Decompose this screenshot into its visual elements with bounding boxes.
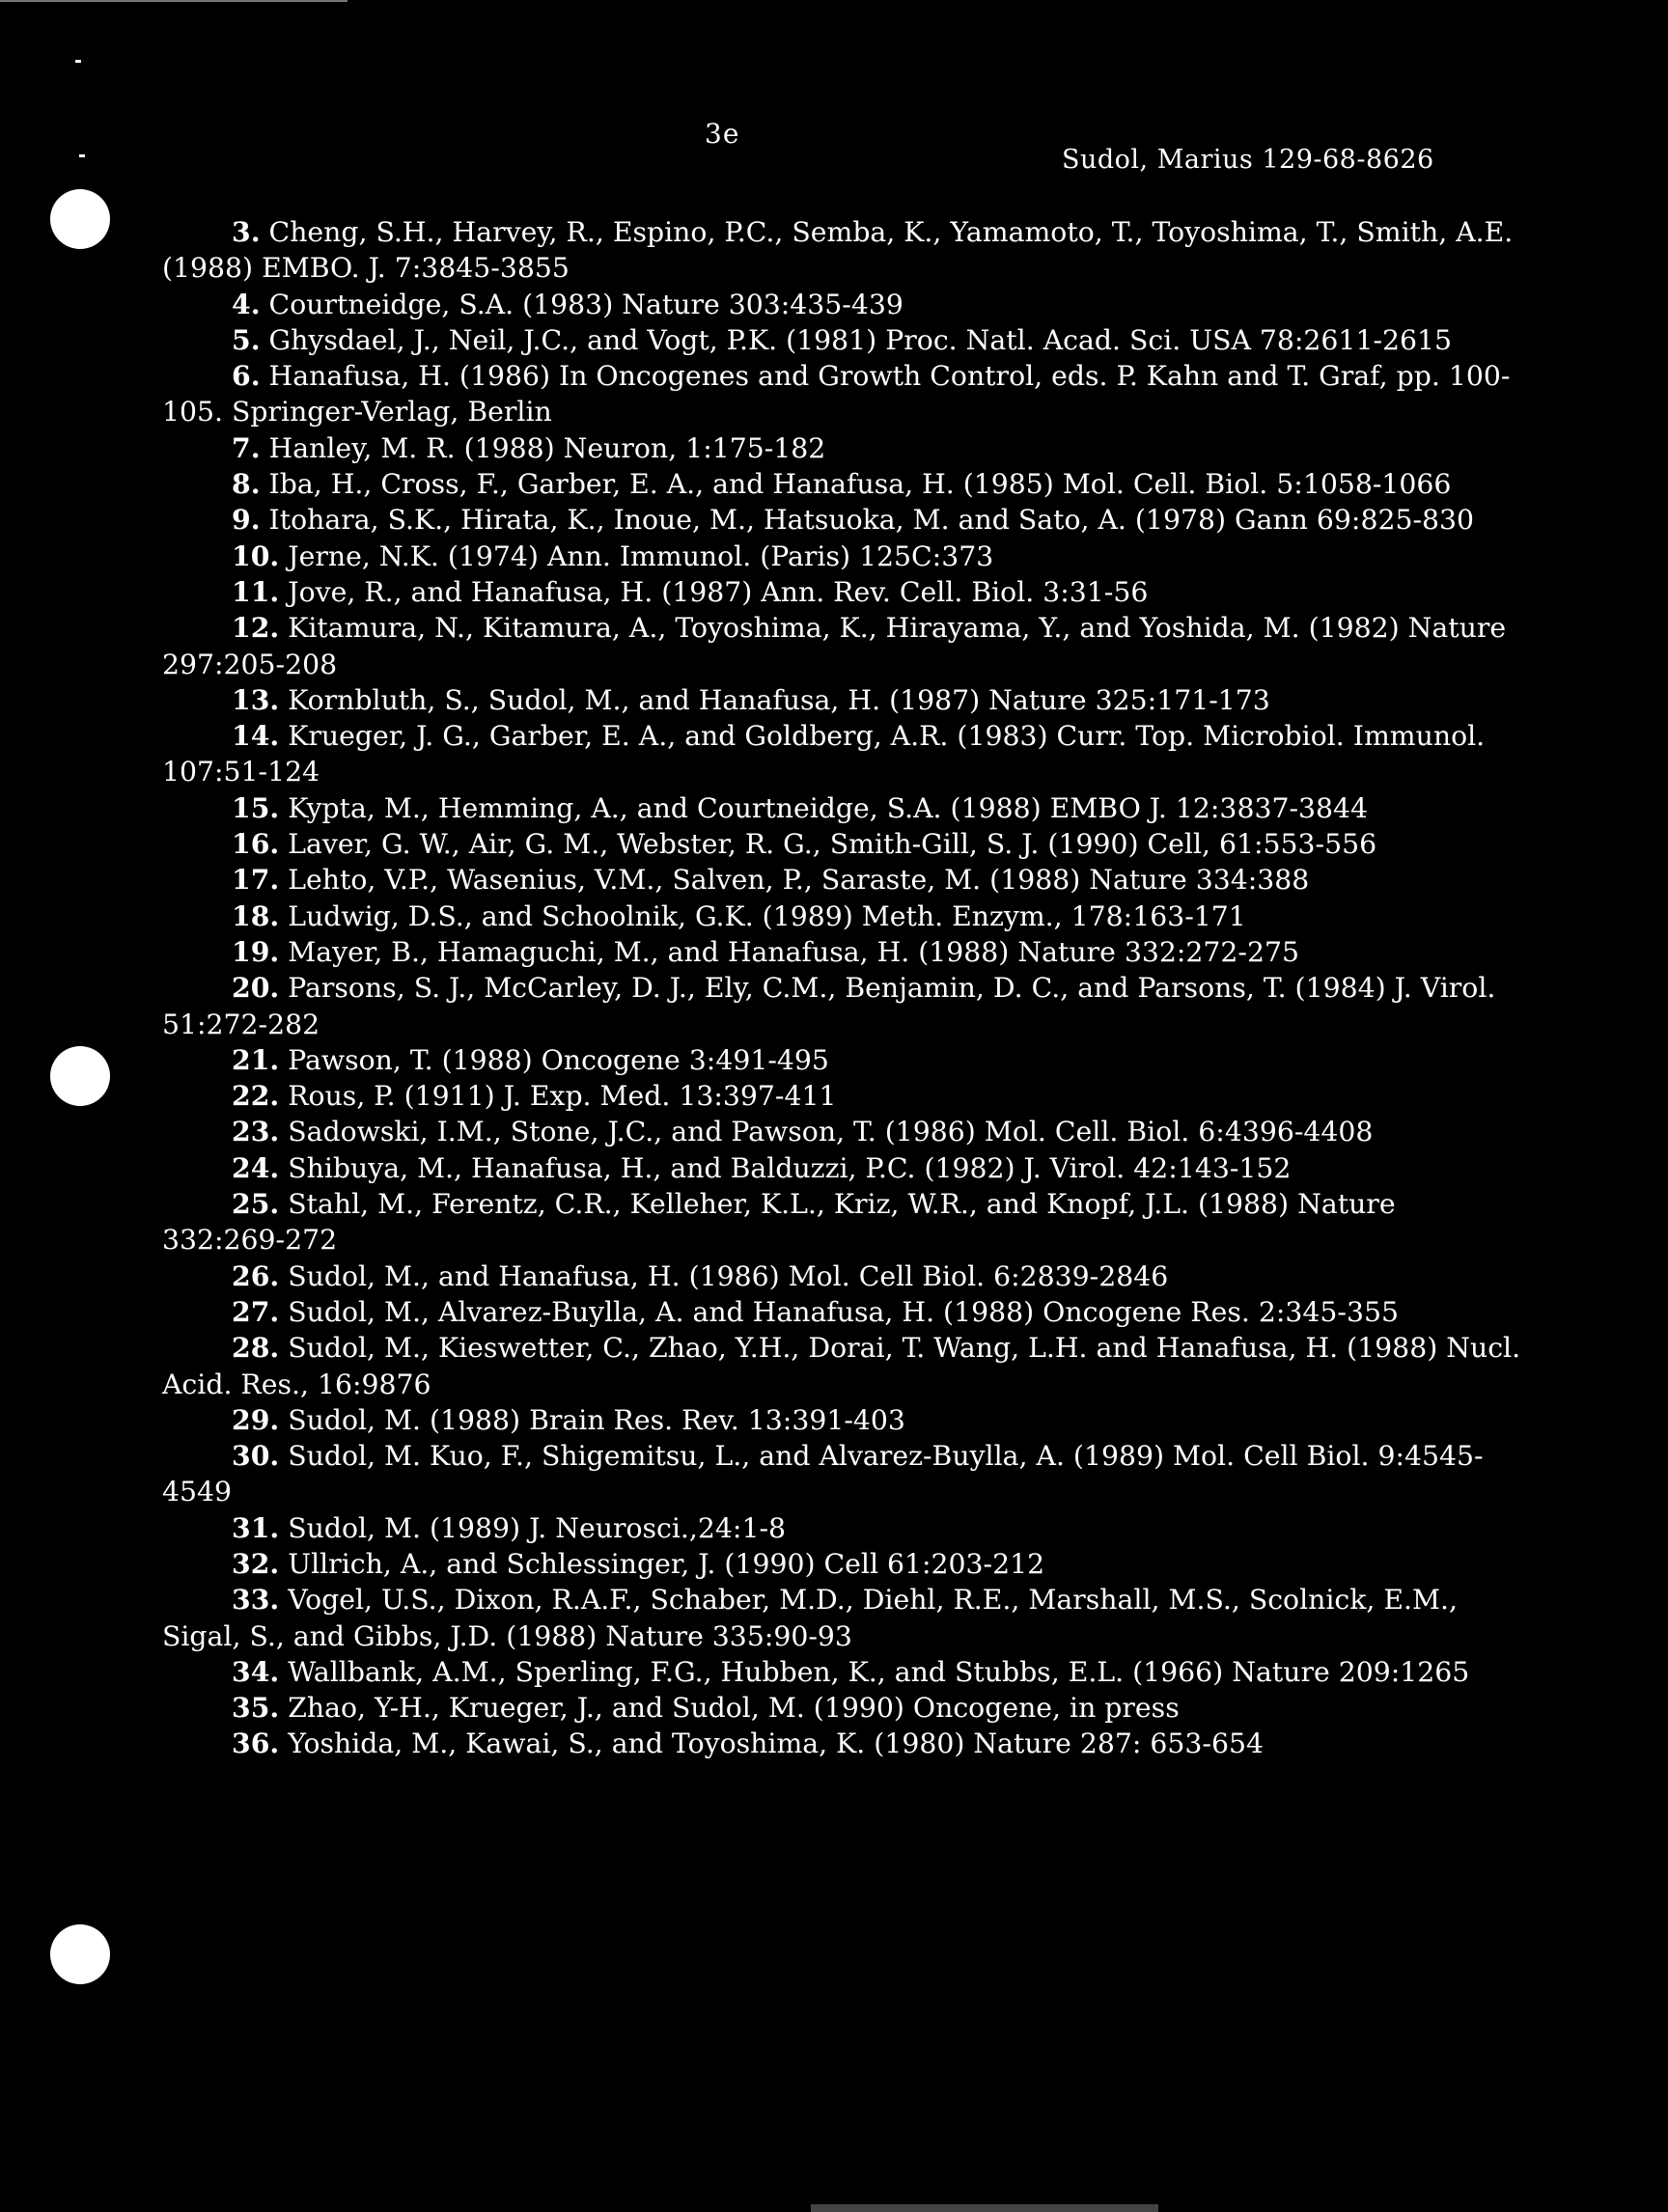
reference-text: Sudol, M., Alvarez-Buylla, A. and Hanafusa, H. (1988) Oncogene Res. 2:345-355 (288, 1295, 1399, 1328)
reference-text: Courtneidge, S.A. (1983) Nature 303:435-439 (268, 288, 904, 320)
scan-edge-top (0, 0, 348, 2)
reference-number: 19. (232, 934, 280, 968)
reference-number: 11. (232, 574, 280, 608)
reference-entry (162, 502, 1521, 538)
reference-number: 4. (232, 287, 261, 320)
reference-entry (162, 682, 1521, 718)
reference-entry (162, 1654, 1521, 1690)
reference-text: Stahl, M., Ferentz, C.R., Kelleher, K.L., Kriz, W.R., and Knopf, J.L. (1988) Nature 332:269-272 (162, 1188, 1396, 1257)
reference-text: Krueger, J. G., Garber, E. A., and Goldberg, A.R. (1983) Curr. Top. Microbiol. Immunol. 107:51-124 (162, 720, 1486, 788)
reference-number: 33. (232, 1583, 280, 1617)
punch-hole (50, 1046, 110, 1106)
reference-text: Jerne, N.K. (1974) Ann. Immunol. (Paris) 125C:373 (288, 539, 994, 572)
reference-number: 28. (232, 1331, 280, 1365)
reference-entry (162, 1690, 1521, 1726)
reference-number: 13. (232, 682, 280, 716)
reference-entry (162, 287, 1521, 322)
reference-entry (162, 539, 1521, 574)
reference-text: Sudol, M., Kieswetter, C., Zhao, Y.H., Dorai, T. Wang, L.H. and Hanafusa, H. (1988) Nucl. Acid. Res., 16:9876 (162, 1332, 1521, 1400)
reference-text: Itohara, S.K., Hirata, K., Inoue, M., Hatsuoka, M. and Sato, A. (1978) Gann 69:825-830 (268, 504, 1475, 537)
reference-text: Ghysdael, J., Neil, J.C., and Vogt, P.K. (1981) Proc. Natl. Acad. Sci. USA 78:2611-2615 (268, 323, 1453, 356)
reference-entry (162, 1330, 1521, 1402)
reference-entry (162, 934, 1521, 970)
reference-number: 6. (232, 359, 261, 393)
reference-number: 27. (232, 1294, 280, 1328)
reference-number: 15. (232, 790, 280, 824)
reference-text: Sudol, M. Kuo, F., Shigemitsu, L., and Alvarez-Buylla, A. (1989) Mol. Cell Biol. 9:4545-4549 (162, 1440, 1484, 1508)
reference-number: 26. (232, 1258, 280, 1292)
reference-text: Hanafusa, H. (1986) In Oncogenes and Growth Control, eds. P. Kahn and T. Graf, pp. 100- 105. Springer-Verlag, Berlin (162, 360, 1511, 429)
reference-entry (162, 862, 1521, 898)
reference-entry (162, 1258, 1521, 1294)
reference-number: 24. (232, 1150, 280, 1184)
reference-number: 16. (232, 827, 280, 861)
reference-entry (162, 1042, 1521, 1078)
reference-text: Ullrich, A., and Schlessinger, J. (1990) Cell 61:203-212 (288, 1547, 1045, 1580)
reference-number: 20. (232, 971, 280, 1005)
reference-text: Kypta, M., Hemming, A., and Courtneidge, S.A. (1988) EMBO J. 12:3837-3844 (288, 791, 1369, 824)
scan-edge-bottom (811, 2204, 1158, 2212)
reference-number: 36. (232, 1727, 280, 1760)
reference-text: Rous, P. (1911) J. Exp. Med. 13:397-411 (288, 1080, 837, 1113)
reference-entry (162, 899, 1521, 934)
reference-entry (162, 214, 1521, 287)
reference-number: 10. (232, 539, 280, 572)
reference-entry (162, 358, 1521, 430)
reference-number: 18. (232, 899, 280, 932)
reference-entry (162, 1510, 1521, 1546)
running-head: Sudol, Marius 129-68-8626 (1062, 145, 1434, 175)
reference-number: 8. (232, 467, 261, 501)
reference-entry (162, 1294, 1521, 1330)
reference-number: 30. (232, 1439, 280, 1473)
reference-entry (162, 1546, 1521, 1582)
reference-text: Lehto, V.P., Wasenius, V.M., Salven, P., Saraste, M. (1988) Nature 334:388 (288, 864, 1310, 897)
reference-text: Mayer, B., Hamaguchi, M., and Hanafusa, H. (1988) Nature 332:272-275 (288, 935, 1299, 968)
scan-speck (75, 60, 81, 63)
reference-number: 31. (232, 1510, 280, 1544)
reference-text: Pawson, T. (1988) Oncogene 3:491-495 (288, 1043, 829, 1076)
reference-entry (162, 1726, 1521, 1761)
scan-speck (79, 154, 85, 157)
reference-entry (162, 1150, 1521, 1186)
reference-number: 12. (232, 611, 280, 645)
reference-entry (162, 466, 1521, 502)
reference-text: Jove, R., and Hanafusa, H. (1987) Ann. Rev. Cell. Biol. 3:31-56 (288, 575, 1149, 608)
reference-number: 23. (232, 1115, 280, 1148)
reference-number: 32. (232, 1546, 280, 1580)
reference-text: Shibuya, M., Hanafusa, H., and Balduzzi, P.C. (1982) J. Virol. 42:143-152 (288, 1151, 1292, 1184)
reference-number: 9. (232, 503, 261, 537)
reference-entry (162, 430, 1521, 466)
reference-number: 25. (232, 1187, 280, 1221)
reference-text: Kornbluth, S., Sudol, M., and Hanafusa, H. (1987) Nature 325:171-173 (288, 683, 1270, 716)
reference-text: Zhao, Y-H., Krueger, J., and Sudol, M. (1990) Oncogene, in press (288, 1692, 1180, 1725)
reference-entry (162, 1078, 1521, 1114)
reference-text: Sadowski, I.M., Stone, J.C., and Pawson, T. (1986) Mol. Cell. Biol. 6:4396-4408 (288, 1116, 1374, 1148)
reference-number: 21. (232, 1042, 280, 1076)
reference-entry (162, 1186, 1521, 1258)
reference-text: Sudol, M., and Hanafusa, H. (1986) Mol. Cell Biol. 6:2839-2846 (288, 1259, 1169, 1292)
reference-number: 5. (232, 322, 261, 356)
reference-entry (162, 1402, 1521, 1438)
reference-text: Kitamura, N., Kitamura, A., Toyoshima, K., Hirayama, Y., and Yoshida, M. (1982) Nature 297:205-208 (162, 612, 1507, 680)
reference-entry (162, 790, 1521, 826)
reference-entry (162, 1438, 1521, 1510)
reference-number: 35. (232, 1691, 280, 1725)
reference-text: Hanley, M. R. (1988) Neuron, 1:175-182 (268, 431, 826, 464)
reference-number: 14. (232, 719, 280, 753)
page-number: 3e (705, 118, 740, 150)
reference-number: 3. (232, 215, 261, 248)
reference-entry (162, 1582, 1521, 1654)
reference-number: 17. (232, 863, 280, 897)
reference-list (162, 214, 1521, 1762)
reference-text: Parsons, S. J., McCarley, D. J., Ely, C.M., Benjamin, D. C., and Parsons, T. (1984) J. Virol. 51:272-282 (162, 972, 1496, 1040)
reference-entry (162, 718, 1521, 790)
reference-number: 7. (232, 430, 261, 464)
reference-text: Wallbank, A.M., Sperling, F.G., Hubben, K., and Stubbs, E.L. (1966) Nature 209:1265 (288, 1655, 1470, 1688)
reference-entry (162, 1114, 1521, 1149)
reference-text: Vogel, U.S., Dixon, R.A.F., Schaber, M.D., Diehl, R.E., Marshall, M.S., Scolnick, E.M., Sigal, S., and Gibbs, J.D. (1988) Nature 335:90-93 (162, 1584, 1459, 1652)
punch-hole (50, 189, 110, 249)
reference-number: 22. (232, 1079, 280, 1113)
reference-entry (162, 322, 1521, 358)
reference-text: Sudol, M. (1989) J. Neurosci.,24:1-8 (288, 1511, 787, 1544)
reference-text: Ludwig, D.S., and Schoolnik, G.K. (1989) Meth. Enzym., 178:163-171 (288, 899, 1246, 932)
reference-entry (162, 826, 1521, 862)
reference-text: Laver, G. W., Air, G. M., Webster, R. G., Smith-Gill, S. J. (1990) Cell, 61:553-556 (288, 828, 1377, 861)
reference-entry (162, 574, 1521, 610)
reference-entry (162, 610, 1521, 682)
punch-hole (50, 1924, 110, 1984)
reference-entry (162, 970, 1521, 1042)
reference-text: Iba, H., Cross, F., Garber, E. A., and Hanafusa, H. (1985) Mol. Cell. Biol. 5:1058-1066 (268, 468, 1452, 501)
reference-text: Yoshida, M., Kawai, S., and Toyoshima, K. (1980) Nature 287: 653-654 (288, 1728, 1264, 1760)
reference-number: 29. (232, 1402, 280, 1436)
reference-number: 34. (232, 1654, 280, 1688)
reference-text: Cheng, S.H., Harvey, R., Espino, P.C., Semba, K., Yamamoto, T., Toyoshima, T., Smith, A.E. (1988) EMBO. J. 7:3845-3855 (162, 216, 1514, 285)
reference-text: Sudol, M. (1988) Brain Res. Rev. 13:391-403 (288, 1403, 905, 1436)
